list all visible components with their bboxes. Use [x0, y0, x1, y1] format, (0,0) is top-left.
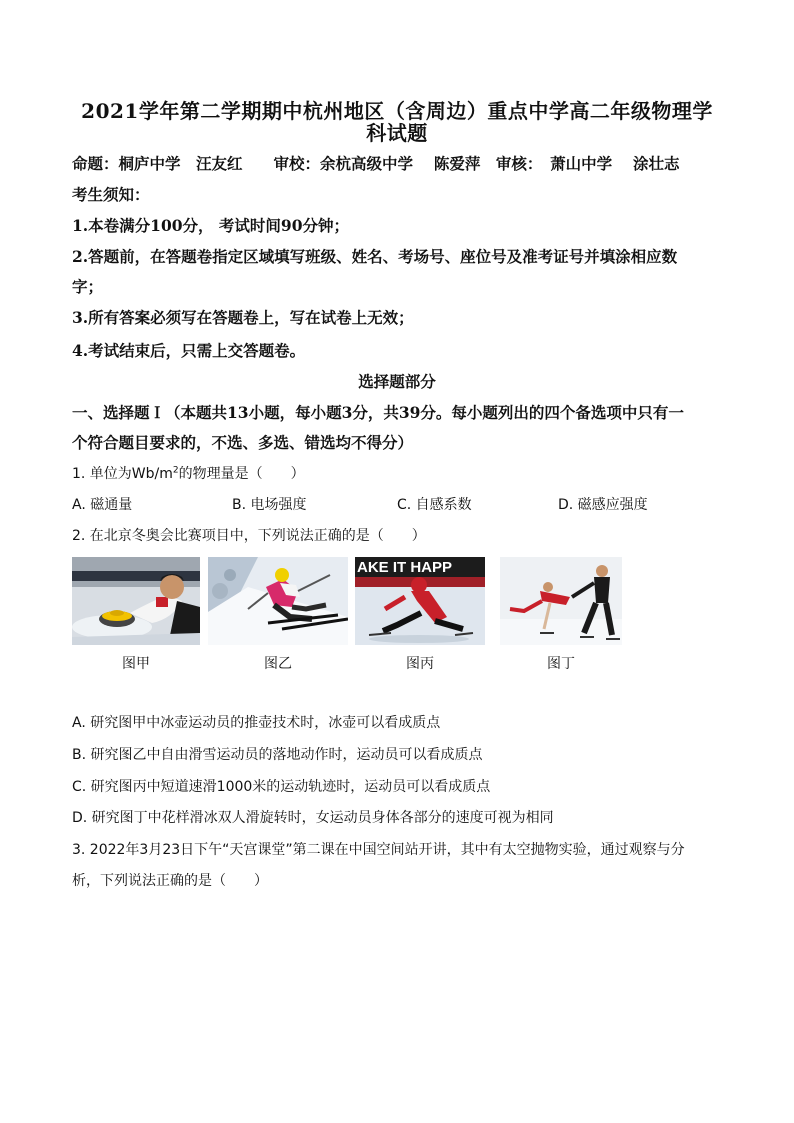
q1-option-b: B. 电场强度 — [232, 497, 307, 513]
q2-option-d: D. 研究图丁中花样滑冰双人滑旋转时，女运动员身体各部分的速度可视为相同 — [72, 810, 554, 826]
section-title: 选择题部分 — [358, 372, 436, 391]
caption-jia: 图甲 — [122, 656, 150, 672]
notice-item-2-cont: 字； — [72, 277, 104, 296]
notice-heading: 考生须知： — [72, 185, 150, 204]
q2-option-c: C. 研究图丙中短道速滑1000米的运动轨迹时，运动员可以看成质点 — [72, 779, 491, 795]
caption-yi: 图乙 — [264, 656, 292, 672]
notice-item-1: 1.本卷满分100分， 考试时间90分钟； — [72, 216, 350, 235]
photo-figure-skating — [500, 557, 622, 645]
photo-skiing — [208, 557, 348, 645]
exam-title-line2: 科试题 — [366, 121, 428, 145]
q2-stem: 2. 在北京冬奥会比赛项目中，下列说法正确的是（ ） — [72, 528, 426, 544]
q3-stem-line1: 3. 2022年3月23日下午“天宫课堂”第二课在中国空间站开讲，其中有太空抛物实验，通过观察与分 — [72, 842, 685, 858]
q1-option-a: A. 磁通量 — [72, 497, 133, 513]
photo-curling — [72, 557, 200, 645]
section-intro-line1: 一、选择题Ｉ（本题共13小题，每小题3分，共39分。每小题列出的四个备选项中只有一 — [72, 403, 684, 422]
q1-option-c: C. 自感系数 — [397, 497, 472, 513]
authors-line: 命题：桐庐中学 汪友红 审校：余杭高级中学 陈爱萍 审核： 萧山中学 涂壮志 — [72, 154, 680, 173]
caption-ding: 图丁 — [547, 656, 575, 672]
q1-stem: 1. 单位为$Wb/m^2$的物理量是（ ） — [72, 465, 305, 482]
notice-item-2: 2.答题前，在答题卷指定区域填写班级、姓名、考场号、座位号及准考证号并填涂相应数 — [72, 247, 678, 266]
q3-stem-line2: 析，下列说法正确的是（ ） — [72, 873, 268, 889]
notice-item-3: 3.所有答案必须写在答题卷上，写在试卷上无效； — [72, 308, 414, 327]
notice-item-4: 4.考试结束后，只需上交答题卷。 — [72, 341, 306, 360]
exam-title-line1: 2021学年第二学期期中杭州地区（含周边）重点中学高二年级物理学 — [81, 99, 713, 123]
section-intro-line2: 个符合题目要求的，不选、多选、错选均不得分） — [72, 433, 414, 452]
q2-option-b: B. 研究图乙中自由滑雪运动员的落地动作时，运动员可以看成质点 — [72, 747, 483, 763]
photo-speed-skating — [355, 557, 485, 645]
q1-option-d: D. 磁感应强度 — [558, 497, 648, 513]
q2-option-a: A. 研究图甲中冰壶运动员的推壶技术时，冰壶可以看成质点 — [72, 715, 441, 731]
caption-bing: 图丙 — [406, 656, 434, 672]
banner-text: AKE IT HAPP — [357, 559, 453, 576]
